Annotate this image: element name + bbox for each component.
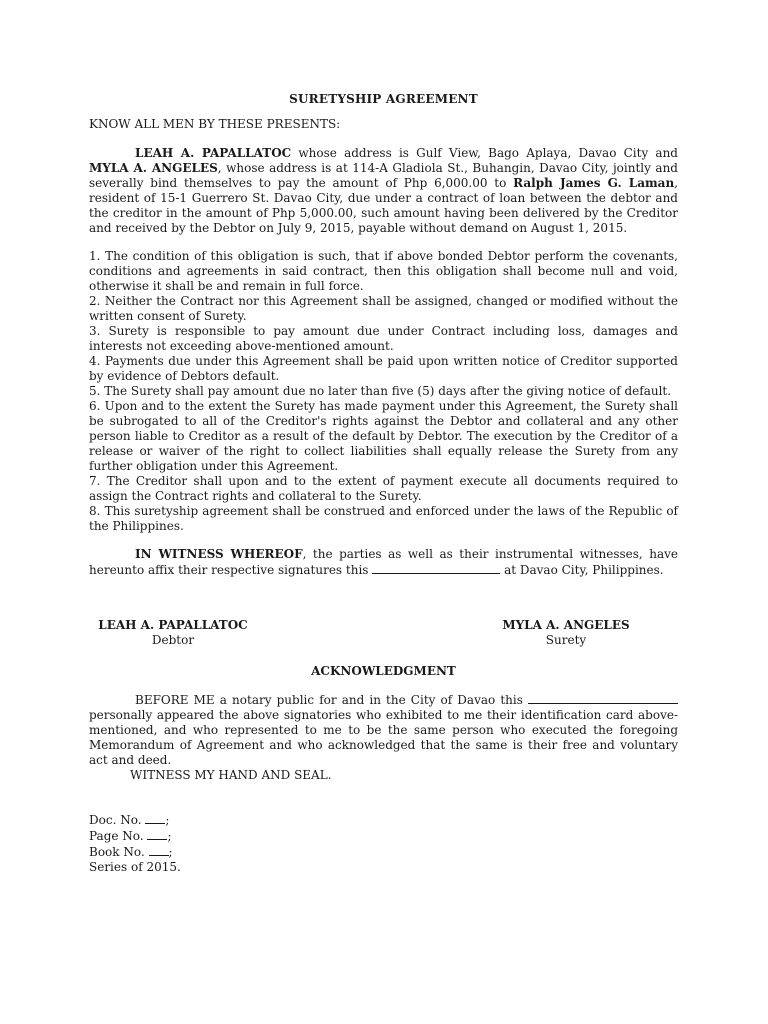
clause-3: 3. Surety is responsible to pay amount due under Contract including loss, damages and interests not exceeding above-mentioned amount. [89, 324, 678, 353]
book-no-blank[interactable] [149, 844, 169, 856]
doc-no-line: Doc. No. ; [89, 813, 170, 827]
acknowledgment-text-1: BEFORE ME a notary public for and in the City of Davao this [135, 693, 528, 707]
clause-1: 1. The condition of this obligation is such, that if above bonded Debtor perform the covenants, conditions and agreements in said contract, then this obligation shall become null and void, otherwise it shall be and remain in full force. [89, 249, 678, 293]
witness-text-1: , the parties as well as their instrumental witnesses, have hereunto affix their respective signatures this [89, 547, 678, 577]
witness-paragraph [89, 547, 678, 578]
debtor-name: LEAH A. PAPALLATOC [135, 146, 292, 160]
document-title: SURETYSHIP AGREEMENT [289, 92, 478, 106]
surety-signature-role: Surety [545, 633, 587, 647]
series-line: Series of 2015. [89, 860, 181, 874]
witness-seal: WITNESS MY HAND AND SEAL. [130, 768, 332, 782]
notary-date-blank[interactable] [528, 692, 678, 704]
witness-lead: IN WITNESS WHEREOF [135, 547, 303, 561]
signature-date-blank[interactable] [372, 562, 500, 574]
intro-text-3: , resident of 15-1 Guerrero St. Davao City, due under a contract of loan between the debtor and the creditor in the amount of Php 5,000.00, such amount having been delivered by the Creditor and received by the Debtor on July 9, 2015, payable without demand on August 1, 2015. [89, 176, 678, 235]
surety-signature [497, 618, 635, 648]
clause-2: 2. Neither the Contract nor this Agreement shall be assigned, changed or modified without the written consent of Surety. [89, 294, 678, 323]
debtor-signature [89, 618, 257, 648]
clause-5: 5. The Surety shall pay amount due no later than five (5) days after the giving notice of default. [89, 384, 672, 398]
know-all-heading: KNOW ALL MEN BY THESE PRESENTS: [89, 117, 341, 131]
clause-8: 8. This suretyship agreement shall be construed and enforced under the laws of the Republic of the Philippines. [89, 504, 678, 533]
creditor-name: Ralph James G. Laman [513, 176, 675, 190]
debtor-signature-role: Debtor [151, 633, 195, 647]
clause-4: 4. Payments due under this Agreement shall be paid upon written notice of Creditor supported by evidence of Debtors default. [89, 354, 678, 383]
page-no-line: Page No. ; [89, 829, 172, 843]
acknowledgment-title: ACKNOWLEDGMENT [311, 664, 456, 678]
intro-paragraph [89, 146, 678, 236]
notary-register [89, 812, 678, 875]
clauses-list [89, 249, 678, 534]
doc-no-blank[interactable] [145, 812, 165, 824]
clause-6: 6. Upon and to the extent the Surety has made payment under this Agreement, the Surety shall be subrogated to all of the Creditor's rights against the Debtor and collateral and any other person liable to Creditor as a result of the default by Debtor. The execution by the Creditor of a release or waiver of the right to collect liabilities shall equally release the Surety from any further obligation under this Agreement. [89, 399, 678, 473]
signature-block [89, 618, 678, 648]
debtor-signature-name: LEAH A. PAPALLATOC [98, 618, 248, 632]
acknowledgment-text-2: personally appeared the above signatories who exhibited to me their identification card above-mentioned, and who represented to me to be the same person who executed the foregoing Memorandum of Agreement and who acknowledged that the same is their free and voluntary act and deed. [89, 708, 678, 767]
surety-signature-name: MYLA A. ANGELES [502, 618, 630, 632]
acknowledgment-paragraph [89, 692, 678, 768]
book-no-line: Book No. ; [89, 845, 173, 859]
intro-text-1: whose address is Gulf View, Bago Aplaya, Davao City and [291, 146, 678, 160]
surety-name: MYLA A. ANGELES [89, 161, 218, 175]
document-page [89, 92, 678, 875]
witness-text-2: at Davao City, Philippines. [500, 563, 664, 577]
clause-7: 7. The Creditor shall upon and to the extent of payment execute all documents required to assign the Contract rights and collateral to the Surety. [89, 474, 678, 503]
page-no-blank[interactable] [147, 828, 167, 840]
intro-text-2: , whose address is at 114-A Gladiola St., Buhangin, Davao City, jointly and severally bind themselves to pay the amount of Php 6,000.00 to [89, 161, 678, 190]
